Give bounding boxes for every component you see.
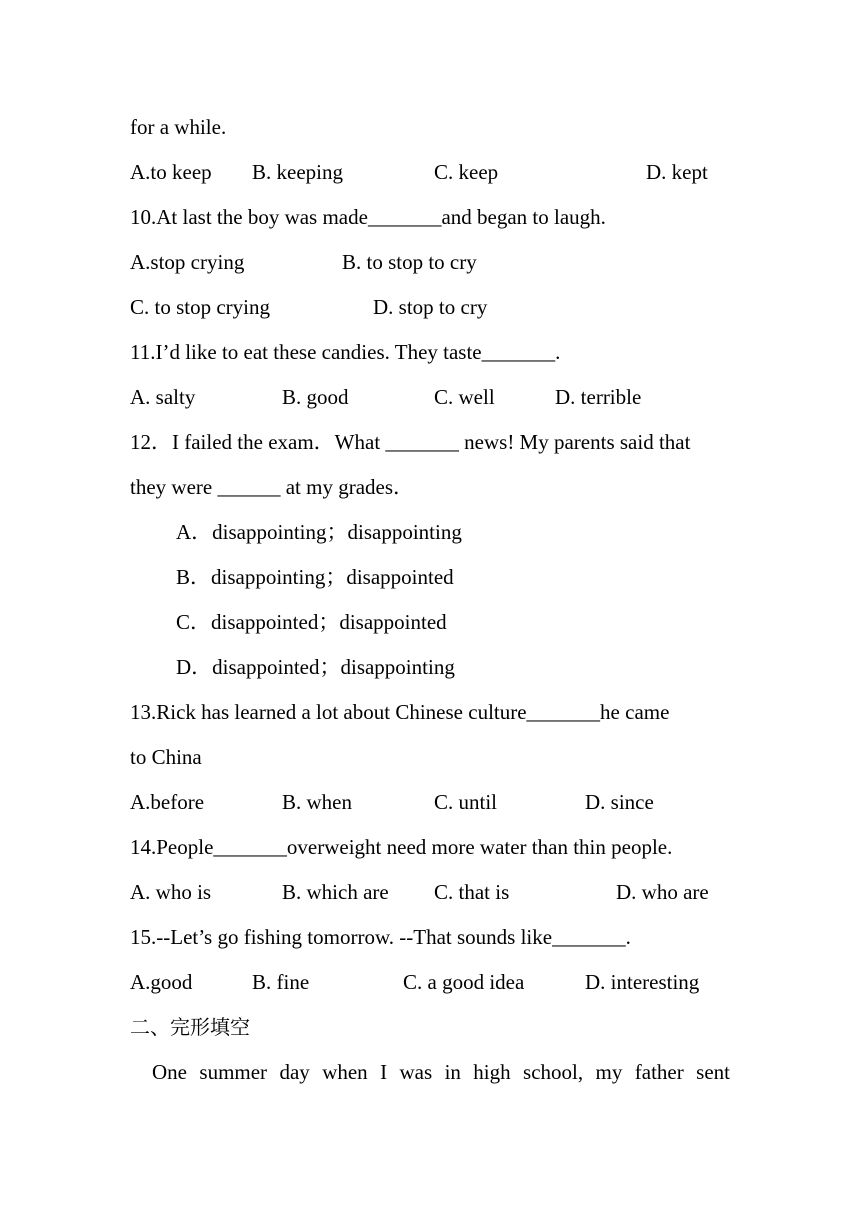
option-d: D. interesting — [585, 970, 700, 994]
option-a: A.to keep — [130, 160, 212, 184]
option-d: D. who are — [616, 880, 709, 904]
option-a: A. who is — [130, 880, 212, 904]
option-c: C. until — [434, 790, 498, 814]
option-b: B. to stop to cry — [342, 250, 477, 274]
option-b: B. when — [282, 790, 352, 814]
option-d: D. kept — [646, 160, 708, 184]
option-c: C. a good idea — [403, 970, 525, 994]
option-b: B. which are — [282, 880, 389, 904]
option-c: C. to stop crying — [130, 295, 270, 319]
option-b: B. fine — [252, 970, 310, 994]
option-d: D. stop to cry — [373, 295, 488, 319]
option-d: D. terrible — [555, 385, 642, 409]
option-c: C. well — [434, 385, 495, 409]
option-a: A.stop crying — [130, 250, 245, 274]
option-a: A. salty — [130, 385, 196, 409]
option-b: B. keeping — [252, 160, 343, 184]
option-b: B. good — [282, 385, 349, 409]
option-c: C. keep — [434, 160, 499, 184]
option-a: A.before — [130, 790, 205, 814]
option-c: C. that is — [434, 880, 510, 904]
option-d: D. since — [585, 790, 654, 814]
option-a: A.good — [130, 970, 193, 994]
